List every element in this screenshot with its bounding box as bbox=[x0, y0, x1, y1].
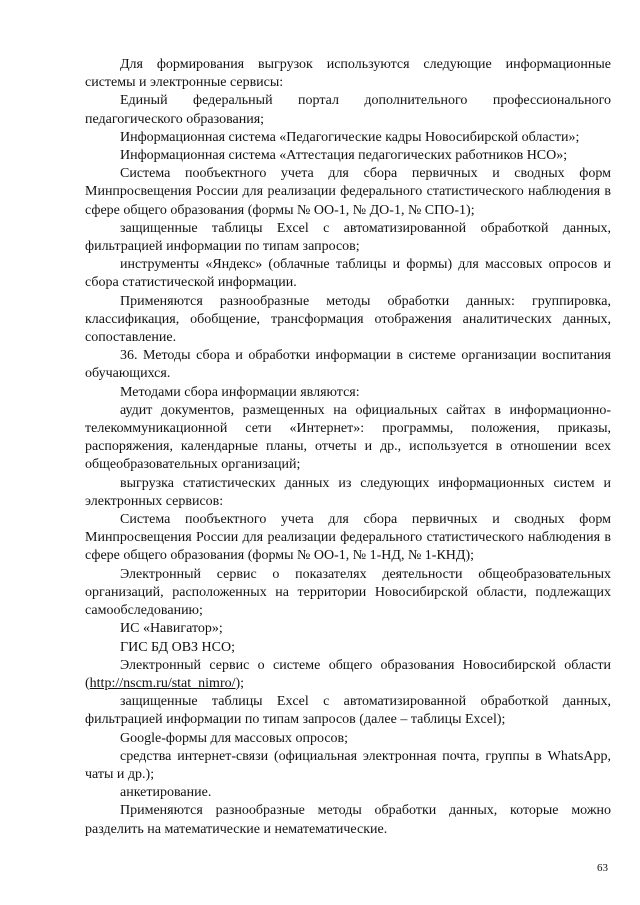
paragraph: ИС «Навигатор»; bbox=[120, 621, 223, 637]
paragraph: Применяются разнообразные методы обработки данных: группировка, классификация, обобщение, трансформация отображения аналитических данных, сопоставление. bbox=[85, 293, 611, 346]
link-prefix-text: Электронный сервис о системе общего образования Новосибирской области ( bbox=[85, 657, 611, 691]
paragraph: Система пообъектного учета для сбора первичных и сводных форм Минпросвещения России для реализации федерального статистического наблюдения в сфере общего образования (формы № ОО-1, № ДО-1, № СПО-1); bbox=[85, 166, 611, 218]
paragraph: инструменты «Яндекс» (облачные таблицы и формы) для массовых опросов и сбора статистической информации. bbox=[85, 257, 611, 291]
paragraph: Информационная система «Аттестация педагогических работников НСО»; bbox=[120, 148, 568, 164]
paragraph: аудит документов, размещенных на официальных сайтах в информационно-телекоммуникационной сети «Интернет»: программы, положения, приказы, распоряжения, календарные планы, отчеты и др., используется в отношении всех общеобразовательных организаций; bbox=[85, 402, 611, 473]
paragraph-with-link bbox=[85, 657, 611, 693]
paragraph: средства интернет-связи (официальная электронная почта, группы в WhatsApp, чаты и др.); bbox=[85, 748, 611, 782]
paragraph: Единый федеральный портал дополнительного профессионального педагогического образования; bbox=[85, 93, 611, 127]
paragraph: Для формирования выгрузок используются следующие информационные системы и электронные сервисы: bbox=[85, 57, 611, 91]
paragraph: Google-формы для массовых опросов; bbox=[120, 730, 349, 746]
paragraph: Применяются разнообразные методы обработки данных, которые можно разделить на математические и нематематические. bbox=[85, 803, 611, 837]
page-number: 63 bbox=[597, 862, 608, 874]
body-text bbox=[85, 56, 611, 839]
stat-nimro-link[interactable]: http://nscm.ru/stat_nimro/ bbox=[89, 675, 236, 691]
paragraph: ГИС БД ОВЗ НСО; bbox=[120, 639, 236, 655]
paragraph: Система пообъектного учета для сбора первичных и сводных форм Минпросвещения России для реализации федерального статистического наблюдения в сфере общего образования (формы № ОО-1, № 1-НД, № 1-КНД); bbox=[85, 512, 611, 564]
paragraph: анкетирование. bbox=[120, 785, 212, 801]
section-heading: 36. Методы сбора и обработки информации в системе организации воспитания обучающихся. bbox=[85, 348, 611, 382]
paragraph: Информационная система «Педагогические кадры Новосибирской области»; bbox=[120, 129, 580, 145]
paragraph: выгрузка статистических данных из следующих информационных систем и электронных сервисов: bbox=[85, 475, 611, 509]
link-suffix-text: ); bbox=[235, 675, 245, 691]
paragraph: Электронный сервис о показателях деятельности общеобразовательных организаций, расположенных на территории Новосибирской области, подлежащих самообследованию; bbox=[85, 566, 611, 619]
paragraph: Методами сбора информации являются: bbox=[120, 384, 360, 400]
paragraph: защищенные таблицы Excel с автоматизированной обработкой данных, фильтрацией информации по типам запросов (далее – таблицы Excel); bbox=[85, 694, 611, 728]
paragraph: защищенные таблицы Excel с автоматизированной обработкой данных, фильтрацией информации по типам запросов; bbox=[85, 220, 611, 255]
